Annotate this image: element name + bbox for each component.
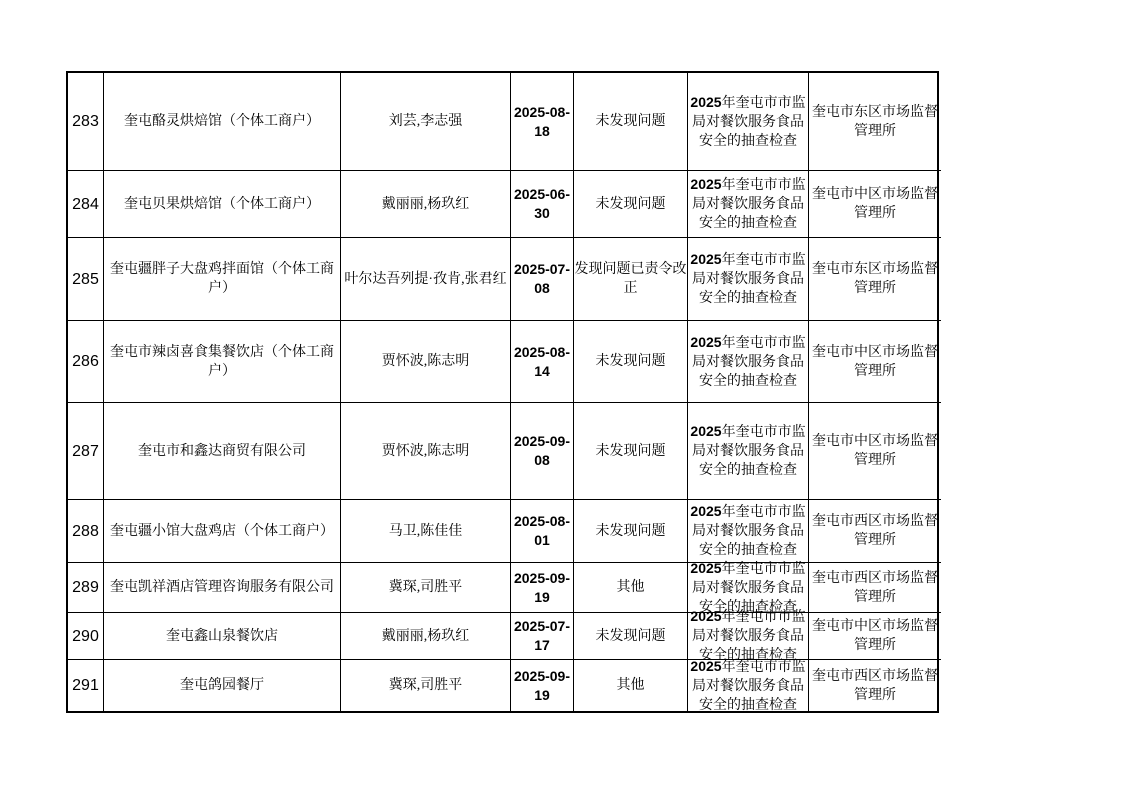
cell-task	[688, 559, 809, 615]
cell-company-name: 奎屯市和鑫达商贸有限公司	[104, 403, 341, 500]
cell-company-name: 奎屯贝果烘焙馆（个体工商户）	[104, 171, 341, 238]
cell-row-number: 291	[68, 660, 104, 711]
cell-inspectors: 冀琛,司胜平	[341, 660, 511, 711]
cell-task	[688, 403, 809, 500]
cell-inspectors: 冀琛,司胜平	[341, 563, 511, 613]
cell-date: 2025-09-19	[511, 660, 574, 711]
cell-task	[688, 608, 809, 663]
task-text: 年奎屯市市监局对餐饮服务食品安全的抽查检查	[692, 610, 806, 663]
task-text: 年奎屯市市监局对餐饮服务食品安全的抽查检查	[692, 95, 806, 149]
cell-row-number: 285	[68, 238, 104, 321]
cell-department: 奎屯市西区市场监督管理所	[809, 500, 941, 563]
task-year: 2025	[690, 559, 722, 576]
table-row	[68, 238, 937, 321]
cell-company-name: 奎屯凯祥酒店管理咨询服务有限公司	[104, 563, 341, 613]
cell-department: 奎屯市西区市场监督管理所	[809, 563, 941, 613]
cell-inspectors: 刘芸,李志强	[341, 73, 511, 171]
task-text: 年奎屯市市监局对餐饮服务食品安全的抽查检查	[692, 335, 806, 389]
cell-date: 2025-09-19	[511, 563, 574, 613]
cell-task	[688, 321, 809, 403]
cell-date: 2025-08-01	[511, 500, 574, 563]
cell-department: 奎屯市东区市场监督管理所	[809, 238, 941, 321]
cell-date: 2025-09-08	[511, 403, 574, 500]
cell-result: 未发现问题	[574, 321, 688, 403]
cell-row-number: 289	[68, 563, 104, 613]
cell-department: 奎屯市西区市场监督管理所	[812, 668, 938, 703]
task-year: 2025	[690, 657, 722, 674]
task-text: 年奎屯市市监局对餐饮服务食品安全的抽查检查	[692, 425, 806, 478]
cell-task	[688, 500, 809, 563]
cell-company-name: 奎屯鑫山泉餐饮店	[104, 613, 341, 660]
cell-row-number: 284	[68, 171, 104, 238]
cell-company-name: 奎屯疆胖子大盘鸡拌面馆（个体工商户）	[104, 238, 341, 321]
cell-department: 奎屯市中区市场监督管理所	[809, 171, 941, 238]
cell-company-name: 奎屯鸽园餐厅	[104, 660, 341, 711]
table-row	[68, 559, 938, 615]
cell-department: 奎屯市中区市场监督管理所	[809, 613, 941, 660]
table-row	[68, 657, 938, 713]
cell-inspectors: 叶尔达吾列提·孜肯,张君红	[341, 238, 511, 321]
task-year: 2025	[690, 93, 722, 110]
cell-result: 未发现问题	[574, 403, 688, 500]
inspection-results-table	[66, 71, 939, 713]
cell-row-number: 286	[68, 321, 104, 403]
task-text: 年奎屯市市监局对餐饮服务食品安全的抽查检查	[692, 178, 806, 231]
cell-department: 奎屯市中区市场监督管理所	[809, 321, 941, 403]
cell-result: 未发现问题	[574, 500, 688, 563]
cell-date: 2025-08-14	[511, 321, 574, 403]
task-text: 年奎屯市市监局对餐饮服务食品安全的抽查检查	[692, 505, 806, 558]
cell-department: 奎屯市东区市场监督管理所	[809, 73, 941, 171]
task-year: 2025	[690, 423, 722, 439]
cell-task	[688, 238, 809, 321]
cell-company-name: 奎屯疆小馆大盘鸡店（个体工商户）	[104, 500, 341, 563]
cell-date: 2025-06-30	[511, 171, 574, 238]
task-year: 2025	[690, 176, 722, 192]
cell-date: 2025-07-17	[511, 613, 574, 660]
task-year: 2025	[690, 608, 722, 624]
table-row	[68, 73, 937, 171]
cell-date: 2025-08-18	[511, 73, 574, 171]
table-row	[68, 608, 938, 663]
cell-result: 发现问题已责令改正	[574, 238, 688, 321]
cell-date: 2025-07-08	[511, 238, 574, 321]
cell-result: 未发现问题	[574, 73, 688, 171]
task-text: 年奎屯市市监局对餐饮服务食品安全的抽查检查	[692, 561, 806, 615]
cell-result: 未发现问题	[574, 171, 688, 238]
cell-inspectors: 戴丽丽,杨玖红	[341, 171, 511, 238]
cell-result: 未发现问题	[574, 613, 688, 660]
task-year: 2025	[690, 251, 722, 267]
cell-inspectors: 贾怀波,陈志明	[341, 403, 511, 500]
cell-inspectors: 马卫,陈佳佳	[341, 500, 511, 563]
cell-row-number: 288	[68, 500, 104, 563]
cell-company-name: 奎屯酪灵烘焙馆（个体工商户）	[104, 73, 341, 171]
cell-department: 奎屯市中区市场监督管理所	[809, 403, 941, 500]
cell-result: 其他	[574, 563, 688, 613]
task-year: 2025	[690, 503, 722, 519]
table-row	[68, 500, 937, 563]
cell-inspectors: 戴丽丽,杨玖红	[341, 613, 511, 660]
cell-task	[688, 171, 809, 238]
table-row	[68, 403, 937, 500]
cell-inspectors: 贾怀波,陈志明	[341, 321, 511, 403]
cell-company-name: 奎屯市辣卤喜食集餐饮店（个体工商户）	[104, 321, 341, 403]
task-year: 2025	[690, 333, 722, 350]
task-text: 年奎屯市市监局对餐饮服务食品安全的抽查检查	[692, 253, 806, 306]
task-text: 年奎屯市市监局对餐饮服务食品安全的抽查检查	[692, 659, 806, 713]
cell-task	[688, 657, 809, 713]
table-row	[68, 321, 937, 403]
table-row	[68, 171, 937, 238]
cell-row-number: 290	[68, 613, 104, 660]
cell-result: 其他	[574, 660, 688, 711]
cell-row-number: 287	[68, 403, 104, 500]
cell-row-number: 283	[68, 73, 104, 171]
cell-task	[688, 73, 809, 171]
